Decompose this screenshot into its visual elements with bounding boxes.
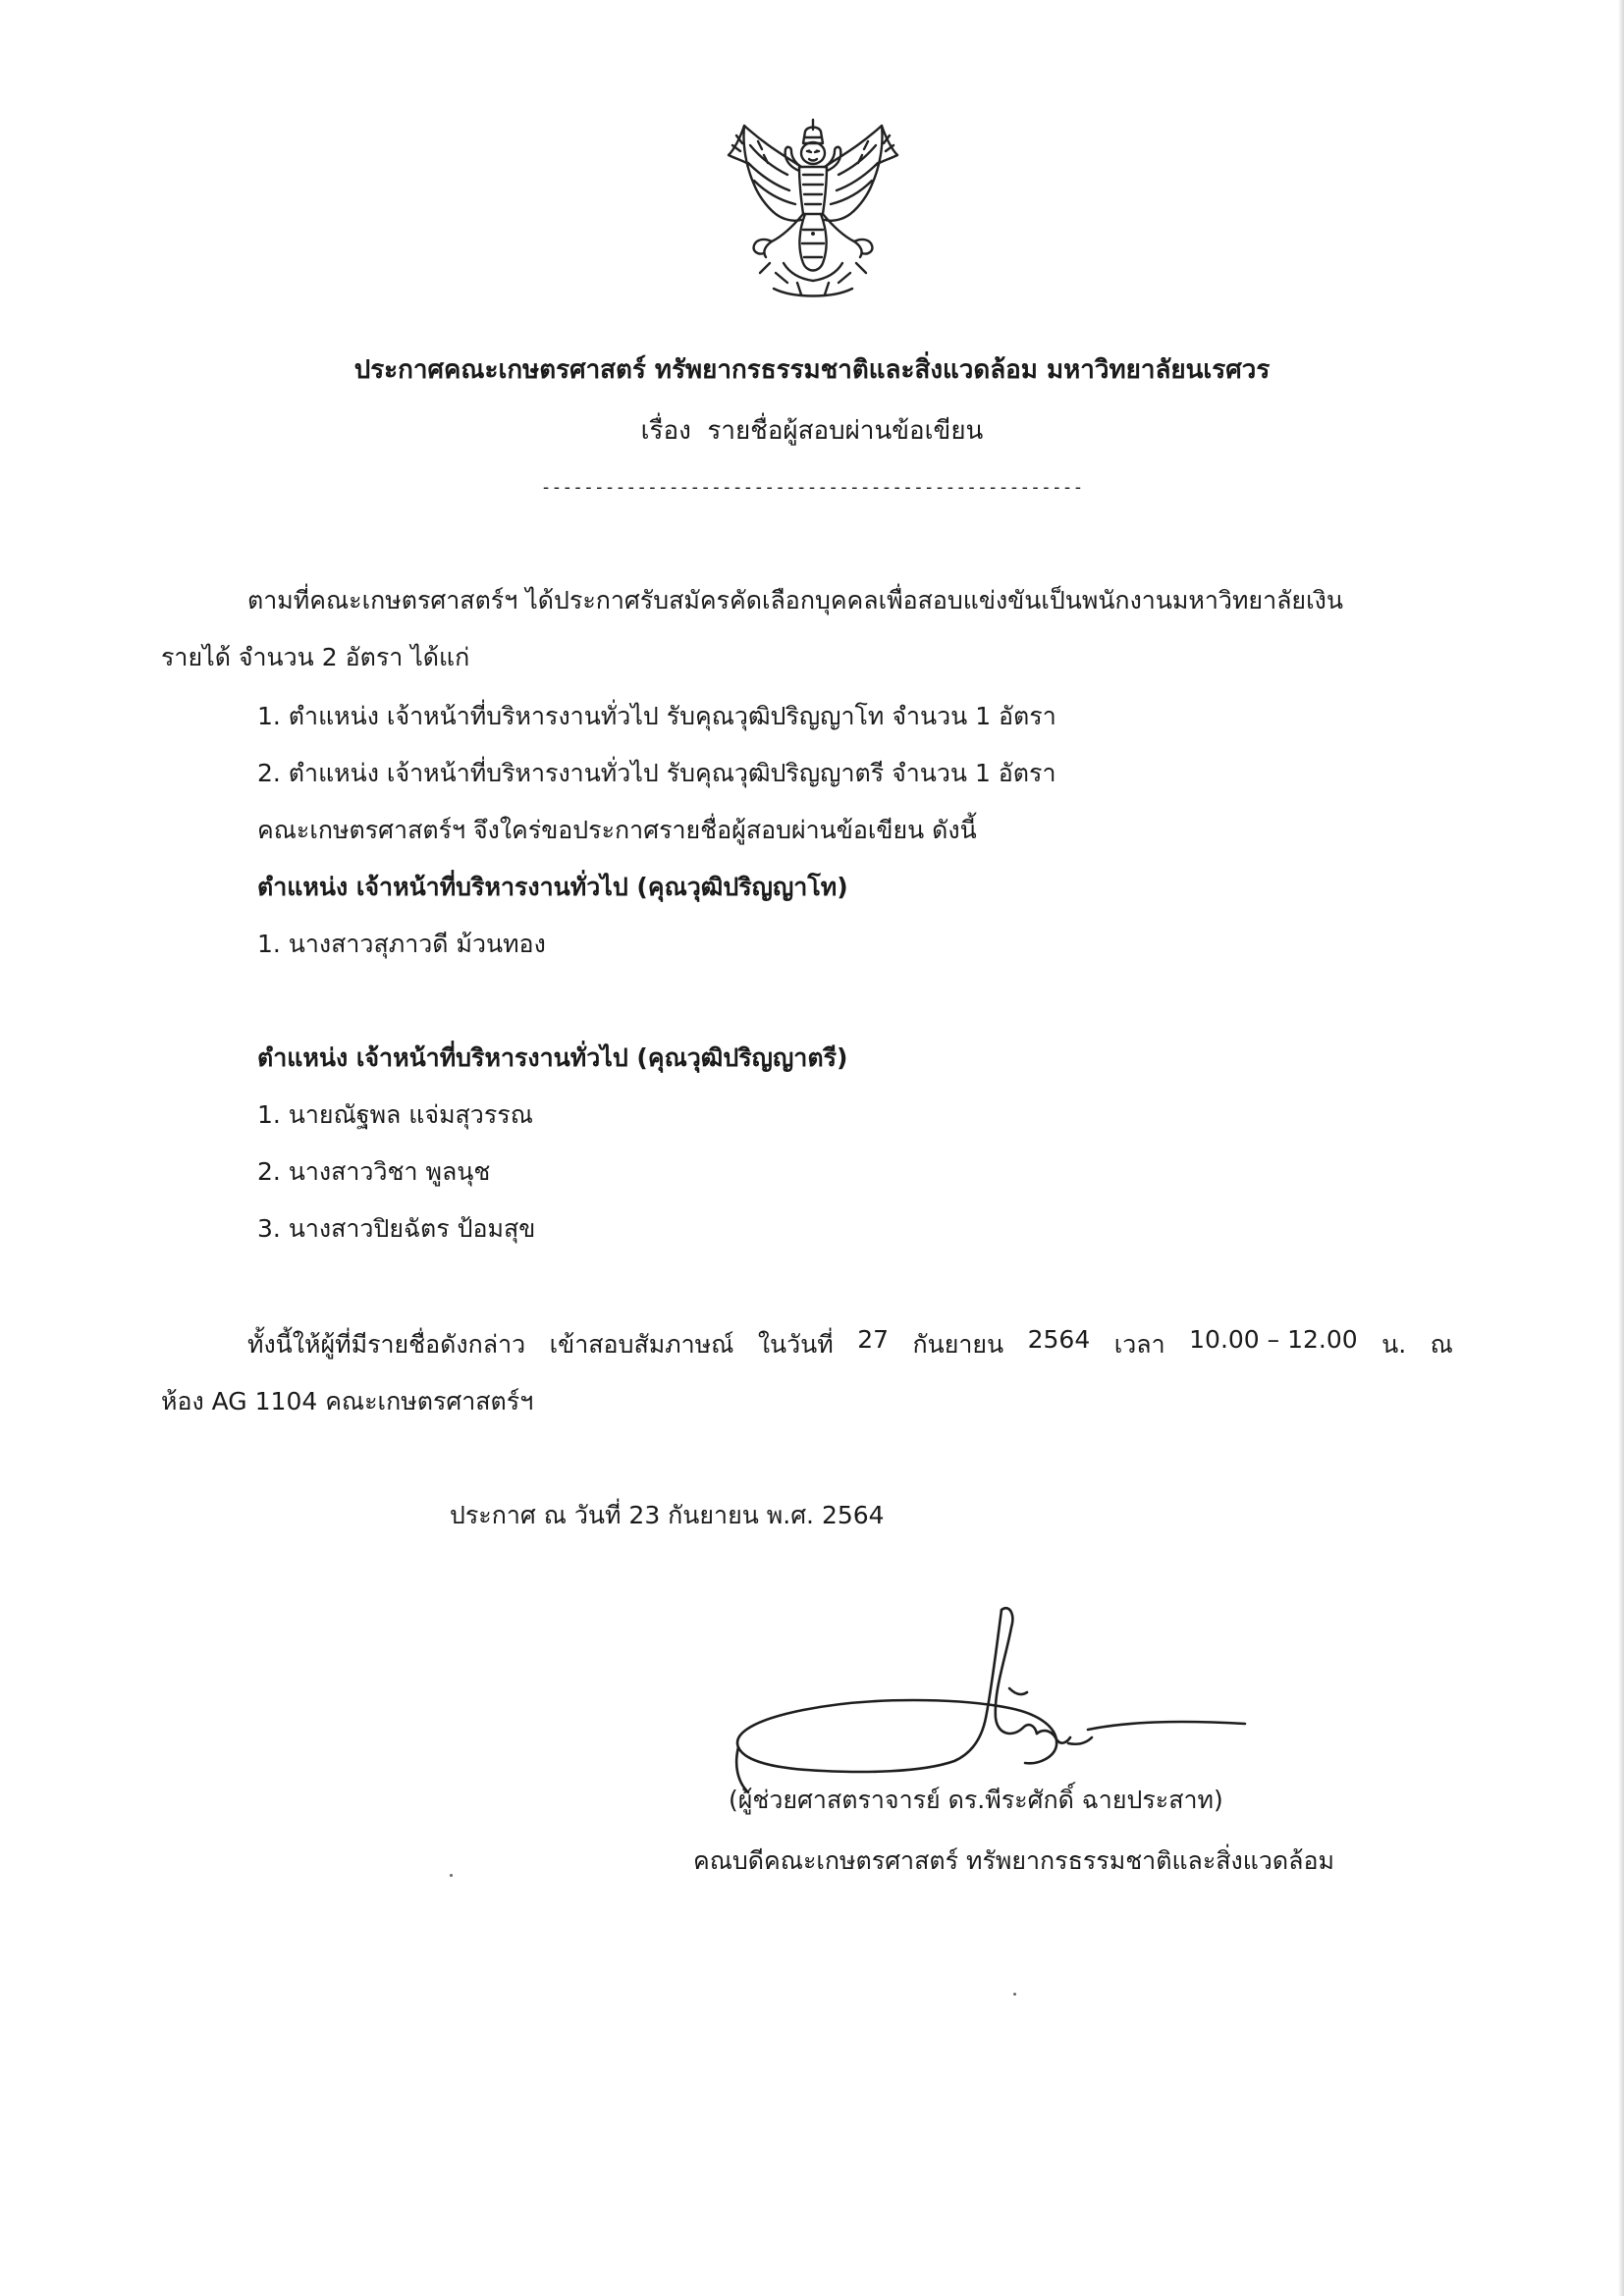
interview-word: ณ [1430, 1330, 1453, 1359]
garuda-emblem-icon [715, 116, 911, 302]
interview-word: ในวันที่ [757, 1330, 834, 1359]
group-masters-heading: ตำแหน่ง เจ้าหน้าที่บริหารงานทั่วไป (คุณวุฒิปริญญาโท) [257, 873, 848, 901]
bachelors-name-1: 1. นายณัฐพล แจ่มสุวรรณ [257, 1100, 533, 1129]
announce-line: คณะเกษตรศาสตร์ฯ จึงใคร่ขอประกาศรายชื่อผู้สอบผ่านข้อเขียน ดังนี้ [257, 816, 977, 844]
subject-text: รายชื่อผู้สอบผ่านข้อเขียน [707, 416, 984, 446]
title-divider: --------------------------------------------------- [540, 477, 1084, 498]
bachelors-name-3: 3. นางสาวปิยฉัตร ป้อมสุข [257, 1214, 536, 1243]
interview-month: กันยายน [912, 1330, 1004, 1359]
position-item-2: 2. ตำแหน่ง เจ้าหน้าที่บริหารงานทั่วไป รับคุณวุฒิปริญญาตรี จำนวน 1 อัตรา [257, 759, 1056, 787]
scan-speck [1013, 1993, 1016, 1996]
scan-speck [450, 1874, 453, 1877]
interview-line-2: ห้อง AG 1104 คณะเกษตรศาสตร์ฯ [161, 1387, 534, 1415]
announcement-title: ประกาศคณะเกษตรศาสตร์ ทรัพยากรธรรมชาติและสิ่งแวดล้อม มหาวิทยาลัยนเรศวร [353, 355, 1271, 385]
subject-label: เรื่อง [640, 416, 691, 446]
subject-line [0, 410, 1624, 451]
interview-word: เข้าสอบสัมภาษณ์ [549, 1330, 734, 1359]
intro-line-2: รายได้ จำนวน 2 อัตรา ได้แก่ [161, 643, 470, 671]
group-bachelors-heading: ตำแหน่ง เจ้าหน้าที่บริหารงานทั่วไป (คุณวุฒิปริญญาตรี) [257, 1043, 848, 1072]
interview-time: 10.00 – 12.00 [1189, 1325, 1358, 1354]
intro-line-1: ตามที่คณะเกษตรศาสตร์ฯ ได้ประกาศรับสมัครคัดเลือกบุคคลเพื่อสอบแข่งขันเป็นพนักงานมหาวิทยาลัยเงิน [247, 586, 1343, 614]
signatory-title: คณบดีคณะเกษตรศาสตร์ ทรัพยากรธรรมชาติและสิ่งแวดล้อม [693, 1846, 1334, 1875]
signatory-name: (ผู้ช่วยศาสตราจารย์ ดร.พีระศักดิ์ ฉายประสาท) [729, 1786, 1223, 1814]
masters-name-1: 1. นางสาวสุภาวดี ม้วนทอง [257, 930, 546, 958]
interview-word: ทั้งนี้ให้ผู้ที่มีรายชื่อดังกล่าว [247, 1330, 526, 1359]
interview-word: น. [1381, 1330, 1407, 1359]
interview-word: เวลา [1113, 1330, 1165, 1359]
position-item-1: 1. ตำแหน่ง เจ้าหน้าที่บริหารงานทั่วไป รับคุณวุฒิปริญญาโท จำนวน 1 อัตรา [257, 702, 1056, 730]
announcement-date: ประกาศ ณ วันที่ 23 กันยายน พ.ศ. 2564 [450, 1501, 885, 1529]
interview-year: 2564 [1027, 1325, 1091, 1354]
bachelors-name-2: 2. นางสาววิชา พูลนุช [257, 1157, 491, 1186]
interview-day: 27 [857, 1325, 890, 1354]
page-edge-shadow [1618, 0, 1624, 2296]
interview-line-1 [247, 1325, 1453, 1364]
